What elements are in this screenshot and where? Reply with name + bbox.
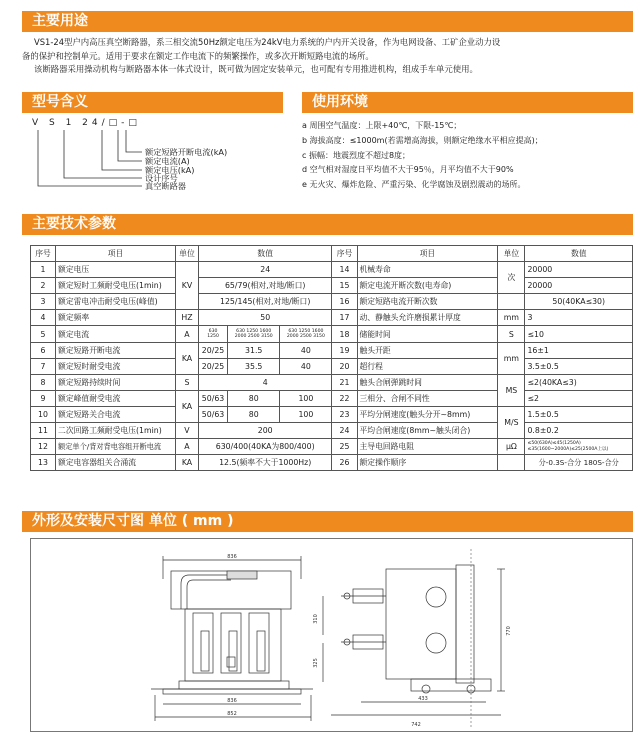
row-value: 31.5: [228, 342, 280, 358]
row-item: 机械寿命: [357, 262, 498, 278]
dim-front-top: 836: [227, 554, 237, 560]
unit-ms: M/S: [498, 406, 525, 438]
header-no-right: 序号: [332, 246, 357, 262]
unit-v: V: [176, 423, 199, 439]
unit-a: A: [176, 326, 199, 342]
dim-side-upper: 310: [313, 614, 319, 624]
row-item: 额定雷电冲击耐受电压(峰值): [56, 294, 176, 310]
row-value: 100: [280, 390, 332, 406]
row-no: 14: [332, 262, 357, 278]
environment-item-e: e 无火灾、爆炸危险、严重污染、化学腐蚀及剧烈震动的场所。: [302, 180, 526, 190]
row-no: 8: [31, 374, 56, 390]
row-value: 125/145(相对,对地/断口): [198, 294, 332, 310]
row-no: 22: [332, 390, 357, 406]
table-row: [31, 406, 633, 422]
section-banner-model: 型号含义: [22, 92, 283, 113]
row-item: 触头合闸弹跳时间: [357, 374, 498, 390]
purpose-line-3: 该断路器采用操动机构与断路器本体一体式设计，既可做为固定安装单元，也可配有专用推进机构，组成手车单元使用。: [34, 64, 478, 74]
row-item: 额定操作顺序: [357, 455, 498, 471]
row-no: 20: [332, 358, 357, 374]
row-value: 20000: [525, 262, 633, 278]
row-item: 动、静触头允许磨损累计厚度: [357, 310, 498, 326]
row-no: 18: [332, 326, 357, 342]
row-value: 12.5(频率不大于1000Hz): [198, 455, 332, 471]
unit-kv: KV: [176, 262, 199, 310]
row-value: 20000: [525, 278, 633, 294]
table-row: [31, 262, 633, 278]
row-value: 630 1250: [198, 326, 227, 342]
model-label-current: 额定电流(A): [145, 156, 190, 166]
unit-mm: mm: [498, 342, 525, 374]
row-value: 分-0.3S-合分 180S-合分: [525, 455, 633, 471]
model-label-breaking-current: 额定短路开断电流(kA): [145, 147, 228, 157]
header-unit-right: 单位: [498, 246, 525, 262]
table-row: [31, 439, 633, 455]
row-value: ≤2: [525, 390, 633, 406]
row-value: 200: [198, 423, 332, 439]
unit-ka: KA: [176, 455, 199, 471]
row-value: 80: [228, 390, 280, 406]
row-value: ≤50(630A)≤45(1250A) ≤35(1600~2000A)≤25(2500A上以): [525, 439, 633, 455]
row-no: 23: [332, 406, 357, 422]
row-no: 7: [31, 358, 56, 374]
row-no: 19: [332, 342, 357, 358]
unit-a: A: [176, 439, 199, 455]
header-value-right: 数值: [525, 246, 633, 262]
row-value: 50: [198, 310, 332, 326]
row-item: 额定电压: [56, 262, 176, 278]
row-value: 630 1250 1600 2000 2500 3150: [280, 326, 332, 342]
row-value: 630/400(40KA为800/400): [198, 439, 332, 455]
dim-side-lower: 325: [313, 658, 319, 668]
row-value: 80: [228, 406, 280, 422]
row-item: 额定短路开断电流: [56, 342, 176, 358]
row-value: 0.8±0.2: [525, 423, 633, 439]
row-item: 额定短路电流开断次数: [357, 294, 498, 310]
row-item: 二次回路工频耐受电压(1min): [56, 423, 176, 439]
row-item: 额定电容器组关合涌流: [56, 455, 176, 471]
row-item: 额定短时耐受电流: [56, 358, 176, 374]
row-value: 20/25: [198, 342, 227, 358]
dim-front-inner: 836: [227, 698, 237, 704]
unit-ka: KA: [176, 342, 199, 374]
table-row: [31, 455, 633, 471]
table-row: [31, 423, 633, 439]
row-no: 3: [31, 294, 56, 310]
header-item-right: 项目: [357, 246, 498, 262]
model-label-vacuum-breaker: 真空断路器: [145, 181, 186, 191]
unit-ms: MS: [498, 374, 525, 406]
row-value: 65/79(相对,对地/断口): [198, 278, 332, 294]
model-code: V S 1 24/□-□: [32, 118, 141, 128]
section-banner-specs: 主要技术参数: [22, 214, 633, 235]
header-no-left: 序号: [31, 246, 56, 262]
table-row: [31, 342, 633, 358]
unit-s: S: [498, 326, 525, 342]
purpose-paragraph: [22, 36, 500, 77]
section-banner-purpose: 主要用途: [22, 11, 633, 32]
environment-list: [302, 119, 543, 193]
dim-side-total: 770: [506, 626, 512, 636]
dim-front-outer: 852: [227, 711, 237, 717]
row-value: 20/25: [198, 358, 227, 374]
dim-side-inner: 433: [418, 696, 428, 702]
row-item: 额定短路持续时间: [56, 374, 176, 390]
table-row: [31, 294, 633, 310]
unit-ohm: μΩ: [498, 439, 525, 455]
row-item: 额定频率: [56, 310, 176, 326]
header-item-left: 项目: [56, 246, 176, 262]
row-value: 100: [280, 406, 332, 422]
row-item: 额定峰值耐受电流: [56, 390, 176, 406]
row-no: 10: [31, 406, 56, 422]
row-item: 额定电流: [56, 326, 176, 342]
environment-item-a: a 周围空气温度：上限+40℃，下限-15℃；: [302, 121, 462, 130]
row-value: 40: [280, 358, 332, 374]
row-item: 超行程: [357, 358, 498, 374]
unit-mm: mm: [498, 310, 525, 326]
table-row: [31, 310, 633, 326]
row-value: 16±1: [525, 342, 633, 358]
row-value: 50/63: [198, 406, 227, 422]
purpose-line-2: 备的保护和控制单元。适用于要求在额定工作电流下的频繁操作，或多次开断短路电流的场所。: [22, 50, 374, 61]
row-no: 25: [332, 439, 357, 455]
row-no: 5: [31, 326, 56, 342]
header-value-left: 数值: [198, 246, 332, 262]
row-value: 630 1250 1600 2000 2500 3150: [228, 326, 280, 342]
row-item: 额定短路关合电流: [56, 406, 176, 422]
table-header-row: [31, 246, 633, 262]
row-no: 16: [332, 294, 357, 310]
row-value: 4: [198, 374, 332, 390]
row-no: 21: [332, 374, 357, 390]
row-value: 50(40KA≤30): [525, 294, 633, 310]
row-item: 三相分、合闸不同性: [357, 390, 498, 406]
row-value: 50/63: [198, 390, 227, 406]
environment-item-c: c 振幅：地震烈度不超过8度；: [302, 150, 411, 160]
dimension-drawing: [31, 539, 632, 731]
row-item: 额定电流开断次数(电寿命): [357, 278, 498, 294]
header-unit-left: 单位: [176, 246, 199, 262]
dim-side-outer: 742: [411, 722, 421, 728]
table-row: [31, 278, 633, 294]
row-value: ≤2(40KA≤3): [525, 374, 633, 390]
row-item: 平均合闸速度(8mm~触头闭合): [357, 423, 498, 439]
row-no: 11: [31, 423, 56, 439]
row-value: ≤10: [525, 326, 633, 342]
row-no: 2: [31, 278, 56, 294]
table-row: [31, 358, 633, 374]
purpose-line-1: VS1-24型户内高压真空断路器，系三相交流50Hz额定电压为24kV电力系统的户内开关设备，作为电网设备、工矿企业动力设: [34, 37, 501, 47]
row-value: 1.5±0.5: [525, 406, 633, 422]
row-value: 3: [525, 310, 633, 326]
row-value: 3.5±0.5: [525, 358, 633, 374]
row-no: 15: [332, 278, 357, 294]
row-no: 4: [31, 310, 56, 326]
row-item: 主导电回路电阻: [357, 439, 498, 455]
row-no: 13: [31, 455, 56, 471]
unit-hz: HZ: [176, 310, 199, 326]
unit-ka: KA: [176, 390, 199, 422]
row-item: 额定单个/背对背电容组开断电流: [56, 439, 176, 455]
table-row: [31, 326, 633, 342]
table-row: [31, 374, 633, 390]
side-view: [323, 565, 505, 715]
row-no: 26: [332, 455, 357, 471]
unit-s: S: [176, 374, 199, 390]
row-item: 平均分闸速度(触头分开~8mm): [357, 406, 498, 422]
environment-item-d: d 空气相对湿度日平均值不大于95％，月平均值不大于90%: [302, 165, 514, 175]
section-banner-environment: 使用环境: [302, 92, 633, 113]
row-item: 储能时间: [357, 326, 498, 342]
dimension-drawing-frame: [30, 538, 633, 732]
row-value: 35.5: [228, 358, 280, 374]
row-value: 24: [198, 262, 332, 278]
row-item: 触头开距: [357, 342, 498, 358]
row-no: 12: [31, 439, 56, 455]
row-value: 40: [280, 342, 332, 358]
unit-times: 次: [498, 262, 525, 294]
row-item: 额定短时工频耐受电压(1min): [56, 278, 176, 294]
row-no: 9: [31, 390, 56, 406]
row-no: 24: [332, 423, 357, 439]
row-no: 17: [332, 310, 357, 326]
row-no: 1: [31, 262, 56, 278]
table-row: [31, 390, 633, 406]
environment-item-b: b 海拔高度：≤1000m(若需增高海拔，则额定绝缘水平相应提高)；: [302, 135, 543, 145]
model-label-voltage: 额定电压(kA): [145, 165, 195, 175]
model-label-design-no: 设计序号: [145, 173, 178, 183]
row-no: 6: [31, 342, 56, 358]
front-view: [151, 556, 313, 721]
spec-table: [30, 245, 633, 471]
section-banner-dimensions: 外形及安装尺寸图 单位 ( mm ): [22, 511, 633, 532]
